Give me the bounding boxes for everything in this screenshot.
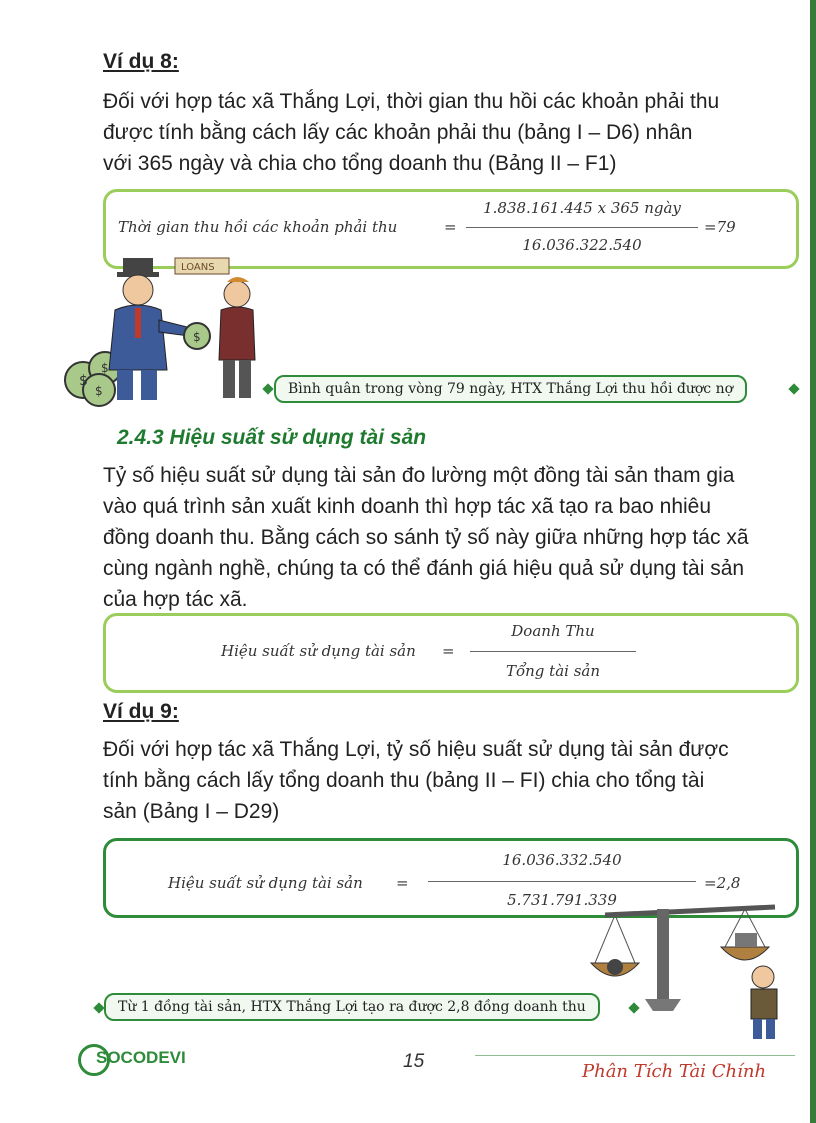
text-line: tính bằng cách lấy tổng doanh thu (bảng II – FI) chia cho tổng tài [103, 769, 705, 792]
footer-divider [475, 1055, 795, 1056]
svg-text:$: $ [193, 330, 201, 344]
page-number: 15 [403, 1051, 425, 1072]
text-line: đồng doanh thu. Bằng cách so sánh tỷ số này giữa những hợp tác xã [103, 526, 749, 549]
callout-example-8: Bình quân trong vòng 79 ngày, HTX Thắng Lợi thu hồi được nợ [274, 375, 747, 403]
formula-numerator: Doanh Thu [511, 622, 595, 640]
text-line: Đối với hợp tác xã Thắng Lợi, tỷ số hiệu suất sử dụng tài sản được [103, 738, 729, 761]
fraction-bar [428, 881, 696, 882]
page-edge [810, 0, 816, 1123]
svg-text:LOANS: LOANS [181, 262, 215, 273]
formula-equals: = [396, 874, 409, 892]
text-line: Đối với hợp tác xã Thắng Lợi, thời gian thu hồi các khoản phải thu [103, 90, 720, 113]
formula-numerator: 1.838.161.445 x 365 ngày [483, 199, 681, 217]
example-9-heading: Ví dụ 9: [103, 700, 179, 723]
loan-illustration [55, 250, 295, 410]
example-8-heading: Ví dụ 8: [103, 50, 179, 73]
footer-logo-text: SOCODEVI [96, 1048, 186, 1067]
text-line: được tính bằng cách lấy các khoản phải thu (bảng I – D6) nhân [103, 121, 693, 144]
svg-text:$: $ [101, 361, 109, 375]
formula-equals: = [442, 642, 455, 660]
text-line: của hợp tác xã. [103, 588, 248, 611]
svg-text:$: $ [79, 373, 88, 389]
formula-denominator: 16.036.322.540 [522, 236, 642, 254]
loans-sign [175, 258, 229, 274]
formula-result: =2,8 [704, 874, 741, 892]
banker-figure [109, 258, 191, 400]
person-figure [751, 966, 777, 1039]
section-text [103, 460, 793, 615]
section-title: 2.4.3 Hiệu suất sử dụng tài sản [117, 426, 427, 449]
book-title: Phân Tích Tài Chính [582, 1061, 767, 1082]
money-bag-icon [184, 323, 210, 349]
callout-diamond-right [788, 383, 799, 394]
example-8-text [103, 86, 793, 179]
formula-denominator: Tổng tài sản [505, 662, 601, 680]
text-line: sản (Bảng I – D29) [103, 800, 280, 823]
customer-figure [219, 277, 255, 398]
balance-scale-icon [591, 907, 775, 1011]
fraction-bar [466, 227, 698, 228]
text-line: vào quá trình sản xuất kinh doanh thì hợp tác xã tạo ra bao nhiêu [103, 495, 712, 518]
callout-diamond-left [93, 1002, 104, 1013]
formula-label: Hiệu suất sử dụng tài sản [168, 874, 363, 892]
formula-label: Thời gian thu hồi các khoản phải thu [118, 218, 398, 236]
formula-numerator: 16.036.332.540 [502, 851, 622, 869]
example-9-text [103, 734, 793, 827]
scale-illustration [585, 893, 800, 1043]
text-line: với 365 ngày và chia cho tổng doanh thu (Bảng II – F1) [103, 152, 617, 175]
formula-box-asset-turnover [103, 613, 799, 693]
fraction-bar [470, 651, 636, 652]
formula-denominator: 5.731.791.339 [507, 891, 617, 909]
formula-result: =79 [704, 218, 736, 236]
callout-example-9: Từ 1 đồng tài sản, HTX Thắng Lợi tạo ra được 2,8 đồng doanh thu [104, 993, 600, 1021]
formula-equals: = [444, 218, 457, 236]
formula-label: Hiệu suất sử dụng tài sản [221, 642, 416, 660]
text-line: cùng ngành nghề, chúng ta có thể đánh giá hiệu quả sử dụng tài sản [103, 557, 745, 580]
svg-text:$: $ [95, 384, 103, 398]
text-line: Tỷ số hiệu suất sử dụng tài sản đo lường một đồng tài sản tham gia [103, 464, 735, 487]
